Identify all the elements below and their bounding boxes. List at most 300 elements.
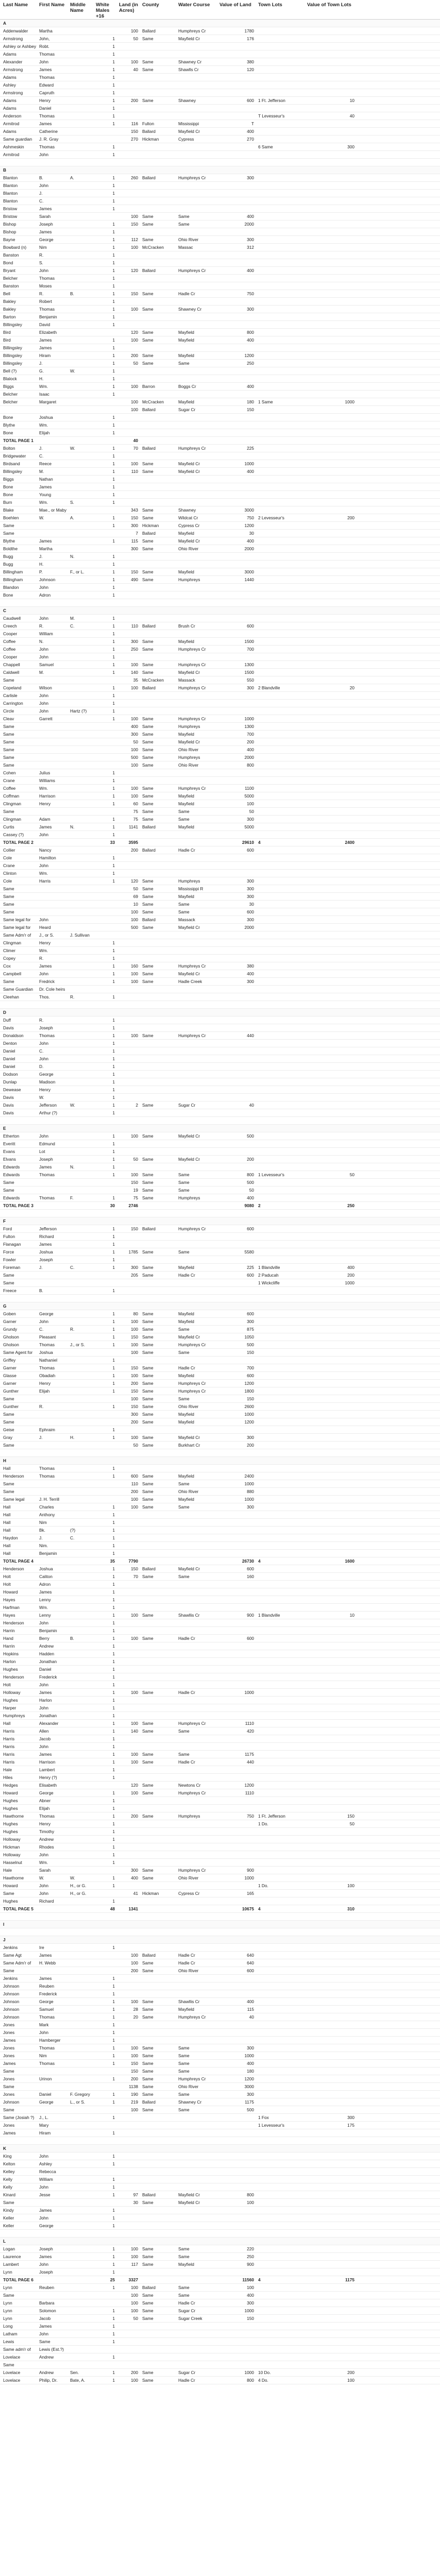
cell-town-lots (258, 2361, 307, 2368)
cell-county (142, 2222, 178, 2229)
cell-value-town-lots: 10 (349, 1613, 354, 1618)
cell-value-of-land: 600 (247, 1311, 254, 1316)
table-row (0, 1032, 440, 1040)
cell-first-name: J. H. Terrill (39, 1497, 60, 1502)
cell-town-lots (258, 1735, 307, 1742)
cell-white-males: 1 (112, 461, 115, 466)
cell-white-males: 1 (112, 1528, 115, 1533)
cell-last-name: Gholson (3, 1334, 19, 1340)
cell-middle-name (70, 1797, 96, 1804)
table-row (0, 1418, 440, 1426)
cell-water-course: Same (178, 902, 190, 907)
cell-first-name: Nim (39, 2053, 47, 2058)
cell-last-name: Same Agt (3, 1953, 22, 1958)
cell-land: 120 (131, 878, 138, 884)
cell-value-of-land (219, 182, 258, 189)
cell-white-males: 1 (112, 2208, 115, 2213)
cell-county (142, 1627, 178, 1634)
cell-town-lots: 1 Ft. Jefferson (258, 98, 285, 103)
cell-town-lots (258, 1109, 307, 1116)
cell-middle-name (70, 808, 96, 815)
cell-value-town-lots: 1175 (345, 2277, 354, 2282)
table-row (0, 1581, 440, 1588)
total-row (0, 437, 440, 445)
cell-land: 100 (131, 1435, 138, 1440)
cell-county (142, 259, 178, 266)
cell-county (142, 81, 178, 89)
cell-land: 100 (131, 1133, 138, 1139)
cell-white-males (96, 1890, 119, 1897)
cell-last-name: Bayne (3, 237, 15, 242)
cell-white-males (96, 885, 119, 892)
cell-value-town-lots (307, 738, 359, 745)
cell-last-name: Same (3, 1273, 14, 1278)
table-row (0, 1187, 440, 1194)
cell-land (119, 1828, 142, 1835)
table-row (0, 1248, 440, 1256)
cell-value-of-land (219, 1982, 258, 1990)
cell-middle-name (70, 506, 96, 514)
cell-last-name (3, 1210, 39, 1217)
cell-first-name: Benjamin (39, 314, 57, 319)
cell-middle-name (70, 1225, 96, 1232)
cell-town-lots (258, 1928, 307, 1936)
cell-land (119, 769, 142, 776)
cell-water-course (178, 1982, 219, 1990)
cell-white-males: 1 (112, 376, 115, 381)
cell-land: 150 (131, 2061, 138, 2066)
cell-town-lots (258, 1959, 307, 1967)
cell-value-of-land: 400 (247, 971, 254, 976)
cell-white-males (96, 901, 119, 908)
cell-white-males: 1 (112, 1025, 115, 1030)
cell-land (119, 1140, 142, 1147)
cell-value-of-land (219, 282, 258, 290)
cell-value-of-land (219, 2153, 258, 2160)
table-row (0, 1928, 440, 1936)
cell-last-name: Same (3, 762, 14, 768)
cell-white-males (96, 1349, 119, 1356)
cell-middle-name (70, 661, 96, 668)
cell-value-of-land: 1800 (244, 1388, 254, 1394)
cell-town-lots (258, 321, 307, 328)
cell-last-name: James (3, 2130, 16, 2136)
cell-value-of-land: 1500 (244, 670, 254, 675)
cell-value-of-land (219, 1210, 258, 1217)
cell-value-town-lots (307, 2029, 359, 2036)
cell-last-name: Same (3, 1443, 14, 1448)
cell-middle-name (70, 561, 96, 568)
cell-value-of-land: 150 (247, 1396, 254, 1401)
cell-value-of-land (219, 2361, 258, 2368)
cell-county (142, 2361, 178, 2368)
cell-county (142, 298, 178, 305)
cell-land (119, 1542, 142, 1549)
table-row (0, 792, 440, 800)
cell-water-course: Cypress Cr (178, 523, 200, 528)
cell-value-town-lots (307, 1024, 359, 1031)
cell-water-course (178, 591, 219, 599)
cell-white-males: 1 (112, 1520, 115, 1525)
cell-water-course (178, 1457, 219, 1464)
cell-value-town-lots (307, 50, 359, 58)
cell-town-lots (258, 908, 307, 916)
cell-first-name: Thomas (39, 276, 55, 281)
cell-county: Same (142, 739, 154, 744)
cell-town-lots (258, 2052, 307, 2059)
table-row (0, 1704, 440, 1712)
cell-town-lots (258, 491, 307, 498)
cell-town-lots (258, 1789, 307, 1797)
cell-land (119, 2330, 142, 2337)
cell-white-males: 1 (112, 1636, 115, 1641)
cell-county: Same (142, 1365, 154, 1370)
cell-value-of-land: 900 (247, 1868, 254, 1873)
cell-middle-name (70, 1202, 96, 1209)
cell-first-name (39, 1411, 70, 1418)
cell-first-name: Williams (39, 778, 55, 783)
cell-middle-name (70, 491, 96, 498)
cell-value-of-land (219, 483, 258, 490)
cell-middle-name (70, 228, 96, 235)
cell-water-course (178, 1766, 219, 1773)
cell-value-of-land: 1000 (244, 1875, 254, 1880)
cell-first-name (39, 2083, 70, 2090)
cell-first-name: Same (39, 2339, 50, 2344)
cell-value-of-land (219, 1944, 258, 1951)
cell-white-males: 1 (112, 1860, 115, 1865)
cell-first-name: James (39, 1164, 52, 1170)
cell-water-course: Shawlls Cr (178, 67, 199, 72)
cell-land: 28 (133, 2007, 138, 2012)
cell-town-lots (258, 1596, 307, 1603)
cell-town-lots (258, 846, 307, 854)
table-row (0, 769, 440, 777)
cell-first-name: M. (39, 469, 44, 474)
cell-land: 250 (131, 647, 138, 652)
cell-first-name (39, 530, 70, 537)
cell-water-course: Ohio River (178, 747, 199, 752)
cell-middle-name (70, 715, 96, 722)
cell-white-males (96, 2137, 119, 2144)
cell-water-course (178, 452, 219, 460)
cell-white-males: 1 (112, 1574, 115, 1579)
cell-value-of-land (219, 1658, 258, 1665)
cell-county (142, 839, 178, 846)
cell-first-name (39, 1442, 70, 1449)
cell-water-course (178, 182, 219, 189)
cell-value-of-land (219, 1936, 258, 1943)
cell-value-of-land (219, 1217, 258, 1225)
cell-value-of-land: 600 (247, 1273, 254, 1278)
cell-middle-name (70, 584, 96, 591)
cell-last-name: Hughes (3, 1829, 18, 1834)
cell-middle-name (70, 1333, 96, 1341)
cell-first-name: H. (39, 376, 44, 381)
cell-value-of-land (219, 1681, 258, 1688)
cell-value-of-land: 250 (247, 361, 254, 366)
cell-white-males: 1 (112, 1628, 115, 1633)
cell-middle-name (70, 1681, 96, 1688)
cell-water-course (178, 1047, 219, 1055)
cell-water-course: Massack (178, 677, 195, 683)
cell-town-lots: 4 (258, 840, 261, 845)
cell-middle-name (70, 275, 96, 282)
cell-middle-name (70, 336, 96, 344)
cell-white-males: 1 (112, 67, 115, 72)
cell-white-males: 1 (112, 307, 115, 312)
cell-value-of-land: 400 (247, 2061, 254, 2066)
cell-value-of-land (219, 1619, 258, 1626)
cell-first-name (39, 738, 70, 745)
cell-county (142, 275, 178, 282)
cell-first-name: Henry (?) (39, 1775, 57, 1780)
cell-land (119, 1673, 142, 1681)
cell-county (142, 228, 178, 235)
cell-water-course (178, 375, 219, 382)
cell-white-males: 1 (112, 2378, 115, 2383)
cell-last-name: Blythe (3, 538, 15, 544)
cell-white-males: 1 (112, 198, 115, 204)
cell-county: Same (142, 1342, 154, 1347)
cell-value-of-land (219, 1774, 258, 1781)
cell-white-males (96, 986, 119, 993)
cell-white-males: 1 (112, 1358, 115, 1363)
cell-middle-name (70, 2176, 96, 2183)
cell-county (142, 2323, 178, 2330)
table-row (0, 491, 440, 499)
cell-white-males: 1 (112, 1079, 115, 1084)
cell-town-lots (258, 1697, 307, 1704)
cell-first-name (39, 2230, 70, 2237)
table-row (0, 205, 440, 213)
cell-land (119, 553, 142, 560)
cell-county: Ballard (142, 824, 156, 829)
cell-first-name: John (39, 693, 48, 698)
cell-value-town-lots (307, 1666, 359, 1673)
cell-white-males: 1 (112, 786, 115, 791)
cell-county: Ballard (142, 1226, 156, 1231)
cell-land: 19 (133, 1188, 138, 1193)
cell-county: Same (142, 1412, 154, 1417)
cell-county: Same (142, 662, 154, 667)
cell-land (119, 1805, 142, 1812)
cell-middle-name (70, 2276, 96, 2283)
cell-first-name (39, 2292, 70, 2299)
cell-first-name: Wm. (39, 500, 48, 505)
cell-first-name: James (39, 1976, 52, 1981)
cell-town-lots (258, 993, 307, 1001)
cell-first-name (39, 166, 70, 174)
cell-value-town-lots (307, 870, 359, 877)
cell-value-town-lots (307, 1310, 359, 1317)
cell-value-of-land (219, 143, 258, 150)
cell-value-of-land: 880 (247, 1489, 254, 1494)
table-row (0, 885, 440, 893)
cell-white-males: 1 (112, 121, 115, 126)
cell-land (119, 831, 142, 838)
cell-town-lots (258, 135, 307, 143)
cell-town-lots (258, 1897, 307, 1905)
table-row (0, 1387, 440, 1395)
cell-water-course: Humphreys Cr (178, 1388, 206, 1394)
cell-water-course: Same (178, 817, 190, 822)
table-row (0, 1179, 440, 1187)
cell-land: 300 (131, 732, 138, 737)
cell-first-name: Hadden (39, 1651, 55, 1656)
cell-first-name: Reuben (39, 1984, 55, 1989)
cell-first-name: R. (39, 252, 44, 258)
cell-land: 50 (133, 886, 138, 891)
cell-first-name: Nim (39, 1520, 47, 1525)
cell-county (142, 553, 178, 560)
cell-water-course (178, 1936, 219, 1943)
cell-white-males (96, 1001, 119, 1008)
cell-value-of-land (219, 321, 258, 328)
cell-first-name: Samuel (39, 662, 54, 667)
cell-water-course: Humphreys Cr (178, 1790, 206, 1795)
cell-value-town-lots (307, 506, 359, 514)
cell-value-of-land (219, 1604, 258, 1611)
cell-county (142, 391, 178, 398)
table-row (0, 1743, 440, 1751)
cell-county (142, 43, 178, 50)
cell-last-name: Same (3, 2069, 14, 2074)
cell-white-males (96, 1009, 119, 1016)
cell-value-town-lots (307, 1890, 359, 1897)
cell-town-lots (258, 2098, 307, 2106)
cell-water-course (178, 1921, 219, 1928)
cell-value-town-lots (307, 35, 359, 42)
cell-first-name (39, 1202, 70, 1209)
table-row (0, 777, 440, 785)
table-row (0, 2245, 440, 2253)
cell-land: 100 (131, 685, 138, 690)
cell-value-of-land: 40 (249, 2014, 254, 2020)
cell-town-lots (258, 2021, 307, 2028)
cell-water-course: Same (178, 1504, 190, 1510)
cell-town-lots (258, 1395, 307, 1402)
cell-land: 100 (131, 1342, 138, 1347)
cell-white-males: 1 (112, 1736, 115, 1741)
cell-middle-name (70, 1565, 96, 1572)
cell-value-of-land: 200 (247, 1157, 254, 1162)
cell-water-course: Mayfield (178, 1311, 194, 1316)
cell-value-town-lots (307, 785, 359, 792)
cell-value-town-lots (307, 669, 359, 676)
cell-town-lots (258, 1016, 307, 1024)
table-row (0, 1975, 440, 1982)
cell-last-name: Hughes (3, 1698, 18, 1703)
cell-value-of-land (219, 1650, 258, 1657)
cell-last-name: E (3, 1126, 6, 1131)
cell-white-males (96, 2168, 119, 2175)
cell-last-name: Fulton (3, 1234, 15, 1239)
cell-value-town-lots (307, 27, 359, 35)
cell-land: 100 (131, 1497, 138, 1502)
cell-middle-name (70, 2137, 96, 2144)
cell-town-lots (258, 43, 307, 50)
cell-town-lots (258, 1511, 307, 1518)
cell-water-course: Same (178, 1327, 190, 1332)
cell-value-of-land: 1300 (244, 724, 254, 729)
cell-value-town-lots (307, 1009, 359, 1016)
cell-value-of-land: 300 (247, 1319, 254, 1324)
cell-last-name: Cooper (3, 654, 18, 659)
cell-value-of-land: 550 (247, 677, 254, 683)
cell-value-town-lots (307, 1627, 359, 1634)
letter-section-row (0, 607, 440, 615)
cell-town-lots (258, 1318, 307, 1325)
cell-middle-name (70, 1712, 96, 1719)
cell-value-town-lots (307, 2145, 359, 2152)
cell-value-town-lots (307, 1132, 359, 1140)
cell-value-of-land: 1300 (244, 662, 254, 667)
cell-value-of-land (219, 1913, 258, 1920)
cell-water-course (178, 20, 219, 27)
cell-last-name: Keller (3, 2223, 14, 2228)
cell-value-town-lots (307, 336, 359, 344)
cell-middle-name (70, 43, 96, 50)
cell-water-course: Mayfield Cr (178, 670, 200, 675)
cell-value-of-land (219, 986, 258, 993)
cell-water-course: Mayfield Cr (178, 925, 200, 930)
cell-town-lots: 1 Blandville (258, 1265, 280, 1270)
cell-white-males (96, 530, 119, 537)
cell-white-males: 1 (112, 2370, 115, 2375)
cell-land (119, 2176, 142, 2183)
cell-county: Ballard (142, 531, 156, 536)
cell-middle-name (70, 375, 96, 382)
cell-town-lots (258, 2091, 307, 2098)
cell-land: 41 (133, 1891, 138, 1896)
cell-last-name: Bowbard (n) (3, 245, 27, 250)
cell-middle-name (70, 1032, 96, 1039)
cell-town-lots (258, 190, 307, 197)
cell-county (142, 1117, 178, 1124)
cell-county (142, 1658, 178, 1665)
cell-white-males: 1 (112, 1041, 115, 1046)
cell-first-name: Jacob (39, 2316, 51, 2321)
cell-value-of-land (219, 584, 258, 591)
cell-white-males: 1 (112, 1806, 115, 1811)
cell-land (119, 452, 142, 460)
cell-value-of-land: 1780 (244, 28, 254, 33)
cell-first-name: Nathaniel (39, 1358, 58, 1363)
cell-water-course (178, 1557, 219, 1565)
cell-value-town-lots (307, 1588, 359, 1596)
cell-county (142, 251, 178, 259)
cell-first-name: G. (39, 368, 44, 374)
cell-value-town-lots (307, 2106, 359, 2113)
header-middle-name: Middle Name (70, 2, 86, 13)
cell-value-of-land (219, 1256, 258, 1263)
cell-water-course (178, 1449, 219, 1456)
cell-value-of-land: 400 (247, 2293, 254, 2298)
cell-last-name: Hayes (3, 1613, 15, 1618)
cell-last-name: Billingham (3, 569, 23, 574)
table-row (0, 669, 440, 676)
cell-white-males: 1 (112, 855, 115, 860)
cell-last-name: Etherton (3, 1133, 20, 1139)
cell-last-name: Coffee (3, 639, 16, 644)
cell-town-lots (258, 1944, 307, 1951)
cell-county: Same (142, 732, 154, 737)
cell-land (119, 298, 142, 305)
cell-first-name (39, 607, 70, 614)
cell-town-lots (258, 955, 307, 962)
cell-water-course (178, 282, 219, 290)
